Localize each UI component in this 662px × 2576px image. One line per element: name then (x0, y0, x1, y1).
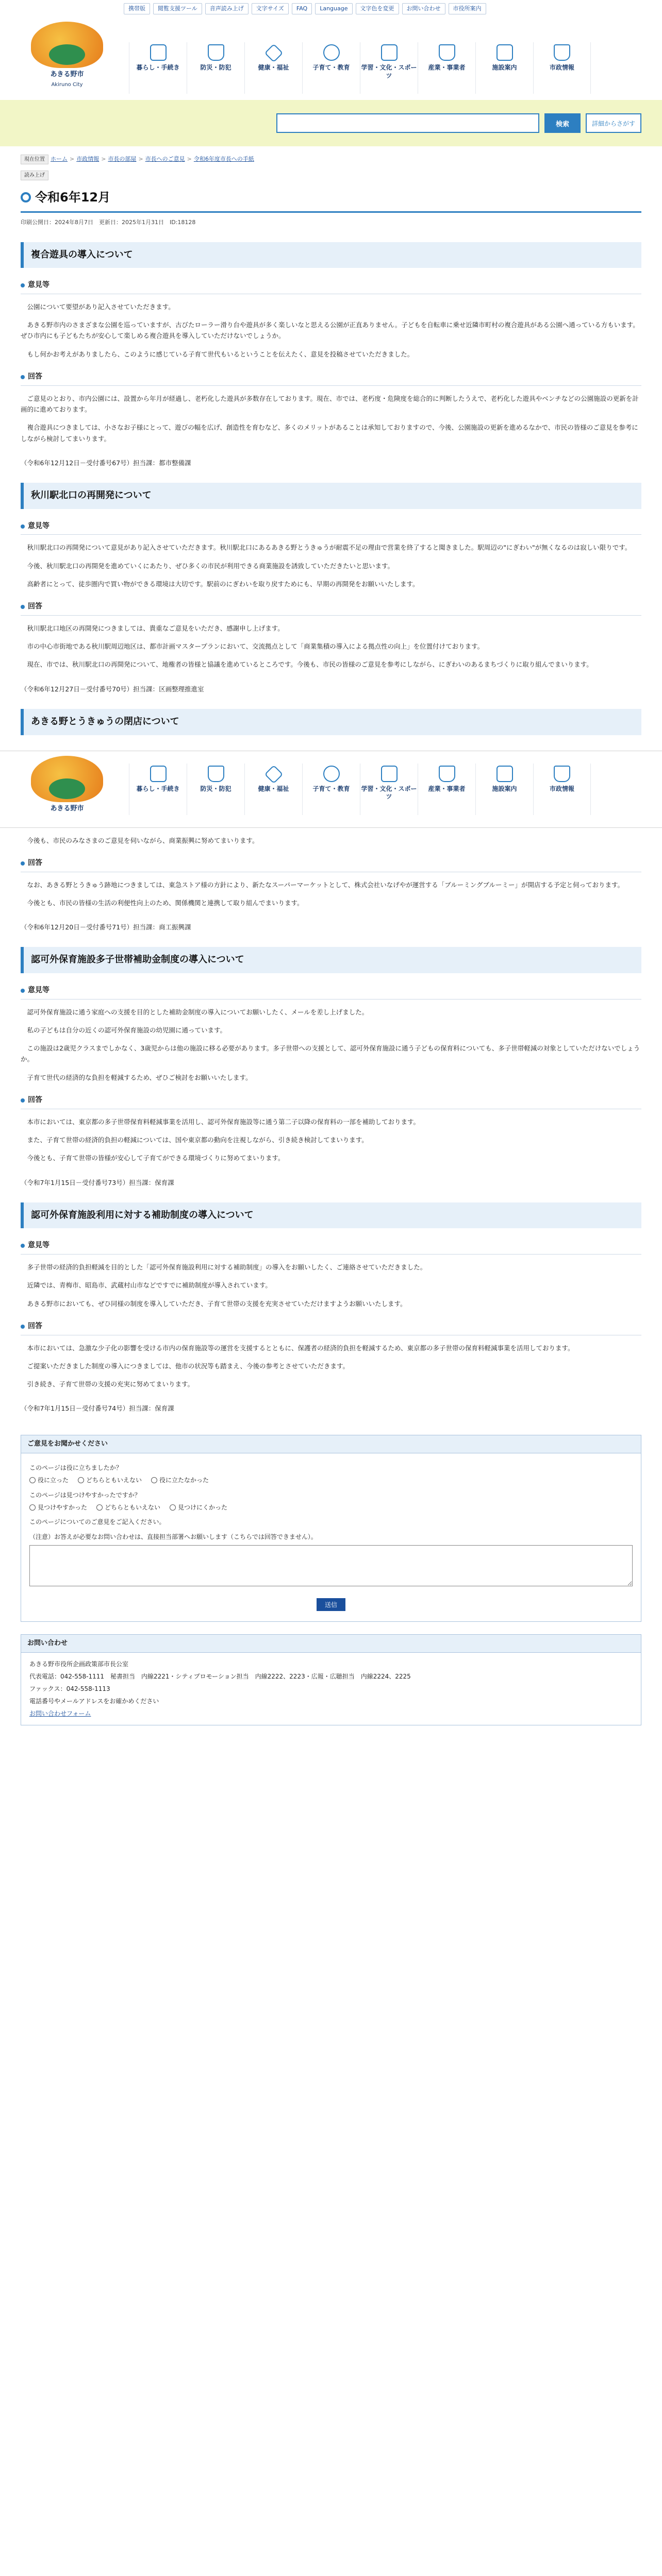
paragraph: 今後とも、市民の皆様の生活の利便性向上のため、関係機関と連携して取り組んでまいります。 (27, 899, 304, 907)
util-link-language[interactable]: Language (315, 3, 352, 15)
option-label: 役に立たなかった (159, 1477, 209, 1484)
logo-text: あきる野市 (50, 71, 84, 78)
paragraph: 今後も、市民のみなさまのご意見を伺いながら、商業振興に努めてまいります。 (27, 836, 259, 844)
gnav-item-living[interactable] (129, 42, 187, 94)
gnav-label: 健康・福祉 (258, 64, 289, 71)
paragraph: この施設は2歳児クラスまでしかなく、3歳児からは他の施設に移る必要があります。多子世帯への支援として、認可外保育施設に通う子どもの保育料についても、多子世帯軽減の対象としていただけないでしょうか。 (21, 1044, 640, 1063)
section-heading: 回答 (21, 1320, 641, 1335)
utility-bar (0, 0, 662, 18)
detailed-search-button[interactable]: 詳細からさがす (586, 113, 641, 133)
util-link-faq[interactable]: FAQ (292, 3, 312, 15)
paragraph: 公園について要望があり記入させていただきます。 (27, 302, 175, 311)
gnav-item-culture[interactable] (360, 764, 418, 815)
survey-body (21, 1453, 641, 1621)
survey-question: このページについてのご意見をご記入ください。 (29, 1518, 166, 1526)
breadcrumb-link[interactable]: ホーム (51, 156, 68, 163)
factory-icon (439, 766, 455, 782)
gnav-item-childcare[interactable] (302, 42, 360, 94)
factory-icon (439, 44, 455, 61)
survey-option[interactable] (170, 1502, 227, 1513)
contact-note: 電話番号やメールアドレスをお確かめください (29, 1697, 159, 1705)
title-bullet-icon (21, 192, 31, 202)
gnav-item-health[interactable] (244, 42, 302, 94)
contact-body (21, 1653, 641, 1725)
survey-comment-field[interactable] (29, 1545, 633, 1586)
breadcrumb: 現在位置 ホーム > 市政情報 > 市長の部屋 > 市長へのご意見 > 令和6年度市長への手紙 (0, 146, 662, 164)
heart-icon (264, 44, 283, 63)
article (21, 709, 641, 735)
building-icon (496, 766, 513, 782)
survey-submit-button[interactable]: 送信 (317, 1598, 345, 1611)
survey-option[interactable] (78, 1475, 142, 1485)
feedback-survey (21, 1435, 641, 1622)
option-label: 役に立った (38, 1477, 69, 1484)
shield-icon (208, 766, 224, 782)
city-mascot-icon (31, 756, 103, 802)
section-heading: 回答 (21, 601, 641, 616)
paragraph: 今後とも、子育て世帯の皆様が安心して子育てができる環境づくりに努めてまいります。 (27, 1154, 285, 1162)
util-link-color[interactable]: 文字色を変更 (356, 3, 399, 15)
global-nav (129, 42, 591, 94)
search-button[interactable]: 検索 (544, 113, 581, 133)
gnav-label: 市政情報 (549, 785, 574, 792)
survey-heading: ご意見をお聞かせください (21, 1435, 641, 1453)
contact-box (21, 1634, 641, 1725)
survey-option[interactable] (29, 1475, 69, 1485)
gnav-label: 施設案内 (492, 785, 517, 792)
paragraph: 高齢者にとって、徒歩圏内で買い物ができる環境は大切です。駅前のにぎわいを取り戻すためにも、早期の再開発をお願いいたします。 (27, 580, 419, 588)
site-logo[interactable] (15, 756, 119, 823)
contact-heading: お問い合わせ (21, 1635, 641, 1653)
paragraph: 現在、市では、秋川駅北口の再開発について、地権者の皆様と協議を進めているところです。今後も、市民の皆様のご意見を参考にしながら、にぎわいのあるまちづくりに取り組んでまいります。 (27, 660, 593, 669)
gnav-label: 産業・事業者 (428, 64, 466, 71)
signature: （令和6年12月27日－受付番号70号）担当課：区画整理推進室 (21, 685, 204, 693)
paragraph: あきる野市においても、ぜひ同様の制度を導入していただき、子育て世帯の支援を充実させていただけますようお願いいたします。 (27, 1299, 407, 1308)
article-title: 認可外保育施設多子世帯補助金制度の導入について (21, 947, 641, 973)
article (21, 947, 641, 1188)
survey-question: このページは見つけやすかったですか？ (29, 1491, 141, 1499)
paragraph: 秋川駅北口地区の再開発につきましては、貴重なご意見をいただき、感謝申し上げます。 (27, 624, 284, 632)
radio-icon[interactable] (96, 1504, 103, 1511)
paragraph: あきる野市内のさまざまな公園を巡っていますが、古びたローラー滑り台や遊具が多く楽しいなと思える公園が正直ありません。子どもを自転車に乗せ近隣市町村の複合遊具がある公園へ通っている方もいます。ぜひ市内にも子どもたちが安心して楽しめる複合遊具を導入していただけないでしょうか。 (21, 321, 639, 340)
paragraph: 認可外保育施設に通う家庭への支援を目的とした補助金制度の導入についてお願いしたく、メールを差し上げました。 (27, 1008, 369, 1016)
signature: （令和7年1月15日－受付番号73号）担当課：保育課 (21, 1178, 174, 1187)
gnav-label: 子育て・教育 (312, 785, 350, 792)
gnav-item-safety[interactable] (187, 42, 244, 94)
gnav-label: 学習・文化・スポーツ (361, 785, 417, 801)
gnav-label: 学習・文化・スポーツ (361, 64, 417, 79)
radio-icon[interactable] (29, 1504, 36, 1511)
radio-icon[interactable] (78, 1477, 84, 1483)
section-heading: 意見等 (21, 1240, 641, 1255)
gnav-item-culture[interactable] (360, 42, 418, 94)
gnav-item-industry[interactable] (418, 764, 475, 815)
heart-icon (264, 765, 283, 784)
gnav-label: 市政情報 (549, 64, 574, 71)
book-icon (381, 44, 398, 61)
article-title: あきる野とうきゅうの閉店について (21, 709, 641, 735)
share-row (0, 164, 662, 181)
survey-option[interactable] (151, 1475, 209, 1485)
paragraph: もし何かお考えがありましたら、このように感じている子育て世代もいるということを伝えたく、意見を投稿させていただきました。 (27, 350, 414, 358)
signature: （令和7年1月15日－受付番号74号）担当課：保育課 (21, 1404, 174, 1413)
gnav-label: 暮らし・手続き (136, 785, 180, 792)
gnav-label: 防災・防犯 (200, 785, 231, 792)
article-title: 秋川駅北口の再開発について (21, 483, 641, 509)
article (21, 483, 641, 694)
city-hall-icon (554, 766, 570, 782)
logo-text: あきる野市 (50, 804, 84, 812)
building-icon (496, 44, 513, 61)
breadcrumb-link[interactable]: 市長へのご意見 (145, 156, 185, 163)
survey-options (29, 1502, 633, 1513)
gnav-item-living[interactable] (129, 764, 187, 815)
util-link-office[interactable]: 市役所案内 (449, 3, 486, 15)
survey-option[interactable] (29, 1502, 87, 1513)
contact-dept: あきる野市役所企画政策部市長公室 (29, 1660, 129, 1668)
gnav-label: 防災・防犯 (200, 64, 231, 71)
paragraph: 本市においては、東京都の多子世帯保育料軽減事業を活用し、認可外保育施設等に通う第二子以降の保育料の一部を補助しております。 (27, 1117, 420, 1126)
gnav-label: 施設案内 (492, 64, 517, 71)
search-band (0, 100, 662, 146)
breadcrumb-link[interactable]: 市政情報 (76, 156, 100, 163)
breadcrumb-link[interactable]: 市長の部屋 (108, 156, 137, 163)
article (21, 1202, 641, 1414)
paragraph: 複合遊具につきましては、小さなお子様にとって、遊びの幅を広げ、創造性を育むなど、多くのメリットがあることは承知しておりますので、今後、公園施設の更新を進めるなかで、市民の皆様のご意見を参考にしながら検討してまいります。 (21, 423, 638, 443)
paragraph: また、子育て世帯の経済的負担の軽減については、国や東京都の動向を注視しながら、引き続き検討してまいります。 (27, 1136, 368, 1144)
article (21, 242, 641, 468)
option-label: どちらともいえない (105, 1503, 161, 1511)
contact-fax: ファックス：042-558-1113 (29, 1685, 110, 1692)
paragraph: ご提案いただきました制度の導入につきましては、他市の状況等も踏まえ、今後の参考とさせていただきます。 (27, 1362, 350, 1370)
breadcrumb-label: 現在位置 (21, 155, 48, 164)
sticky-header (0, 751, 662, 828)
gnav-label: 健康・福祉 (258, 785, 289, 792)
util-link-mobile[interactable]: 携帯版 (124, 3, 150, 15)
section-heading: 意見等 (21, 985, 641, 999)
section-heading: 回答 (21, 371, 641, 386)
gnav-item-health[interactable] (244, 764, 302, 815)
radio-icon[interactable] (151, 1477, 157, 1483)
page-title: 令和6年12月 (35, 190, 111, 205)
house-icon (150, 766, 167, 782)
book-icon (381, 766, 398, 782)
radio-icon[interactable] (170, 1504, 176, 1511)
paragraph: なお、あきる野とうきゅう跡地につきましては、東急ストア様の方針により、新たなスーパーマーケットとして、株式会社いなげやが運営する「ブルーミングブルーミー」が開店する予定と伺っております。 (27, 880, 624, 889)
gnav-item-city-info[interactable] (533, 42, 591, 94)
child-icon (323, 44, 340, 61)
city-mascot-icon (31, 22, 103, 68)
breadcrumb-link[interactable]: 令和6年度市長への手紙 (193, 156, 254, 163)
section-heading: 回答 (21, 1094, 641, 1109)
gnav-item-facilities[interactable] (475, 764, 533, 815)
signature: （令和6年12月12日－受付番号67号）担当課：都市整備課 (21, 459, 191, 467)
gnav-label: 暮らし・手続き (136, 64, 180, 71)
util-link-accessibility[interactable]: 閲覧支援ツール (153, 3, 202, 15)
survey-note: （注意）お答えが必要なお問い合わせは、直接担当部署へお願いします（こちらでは回答できません）。 (29, 1533, 317, 1540)
gnav-item-childcare[interactable] (302, 764, 360, 815)
util-link-font-size[interactable]: 文字サイズ (252, 3, 289, 15)
section-heading: 回答 (21, 857, 641, 872)
global-nav (129, 764, 591, 815)
paragraph: 近隣では、青梅市、昭島市、武蔵村山市などですでに補助制度が導入されています。 (27, 1281, 272, 1290)
radio-icon[interactable] (29, 1477, 36, 1483)
site-logo[interactable] (15, 22, 119, 99)
section-heading: 意見等 (21, 279, 641, 294)
gnav-item-facilities[interactable] (475, 42, 533, 94)
paragraph: 本市においては、急激な少子化の影響を受ける市内の保育施設等の運営を支援するとともに、保護者の経済的負担を軽減するため、東京都の多子世帯の保育料軽減事業を活用しております。 (27, 1344, 574, 1352)
gnav-label: 産業・事業者 (428, 785, 466, 792)
contact-form-link[interactable]: お問い合わせフォーム (29, 1709, 91, 1717)
city-hall-icon (554, 44, 570, 61)
paragraph: 引き続き、子育て世帯の支援の充実に努めてまいります。 (27, 1380, 194, 1388)
site-header (0, 18, 662, 100)
paragraph: 秋川駅北口の再開発について意見があり記入させていただきます。秋川駅北口にあるあきる野とうきゅうが耐震不足の理由で営業を終了すると聞きました。駅周辺の"にぎわい"が無くなるのは寂しい限りです。 (27, 544, 632, 552)
survey-question: このページは役に立ちましたか？ (29, 1464, 122, 1471)
page-meta: 印刷公開日：2024年8月7日 更新日：2025年1月31日 ID:18128 (21, 218, 196, 226)
read-aloud-button[interactable]: 読み上げ (21, 171, 48, 180)
survey-option[interactable] (96, 1502, 160, 1513)
article-title: 複合遊具の導入について (21, 242, 641, 268)
paragraph: 私の子どもは自分の近くの認可外保育施設の幼児園に通っています。 (27, 1026, 227, 1034)
paragraph: 今後、秋川駅北口の再開発を進めていくにあたり、ぜひ多くの市民が利用できる商業施設を誘致していただきたいと思います。 (27, 562, 394, 570)
logo-subtext: Akiruno City (51, 82, 83, 88)
article (21, 835, 641, 933)
gnav-item-city-info[interactable] (533, 764, 591, 815)
paragraph: 多子世帯の経済的負担軽減を目的とした「認可外保育施設利用に対する補助制度」の導入をお願いしたく、ご連絡させていただきました。 (27, 1263, 427, 1272)
child-icon (323, 766, 340, 782)
paragraph: 市の中心市街地である秋川駅周辺地区は、都市計画マスタープランにおいて、交流拠点として「商業集積の導入による拠点性の向上」を位置付けております。 (27, 642, 484, 651)
util-link-contact[interactable]: お問い合わせ (402, 3, 445, 15)
contact-phone: 代表電話：042-558-1111 秘書担当 内線2221・シティプロモーション担当 内線2222、2223・広報・広聴担当 内線2224、2225 (29, 1672, 411, 1680)
page-title-bar (21, 187, 641, 213)
option-label: 見つけやすかった (38, 1503, 88, 1511)
house-icon (150, 44, 167, 61)
gnav-item-industry[interactable] (418, 42, 475, 94)
section-heading: 意見等 (21, 520, 641, 535)
util-link-read-aloud[interactable]: 音声読み上げ (205, 3, 249, 15)
signature: （令和6年12月20日－受付番号71号）担当課：商工振興課 (21, 923, 191, 931)
paragraph: ご意見のとおり、市内公園には、設置から年月が経過し、老朽化した遊具が多数存在しております。現在、市では、老朽度・危険度を総合的に判断したうえで、老朽化した遊具やベンチなどの公園施設の更新を計画的に進めております。 (21, 394, 639, 414)
survey-options (29, 1475, 633, 1485)
option-label: どちらともいえない (86, 1477, 142, 1484)
option-label: 見つけにくかった (178, 1503, 228, 1511)
gnav-item-safety[interactable] (187, 764, 244, 815)
paragraph: 子育て世代の経済的な負担を軽減するため、ぜひご検討をお願いいたします。 (27, 1073, 252, 1081)
gnav-label: 子育て・教育 (312, 64, 350, 71)
shield-icon (208, 44, 224, 61)
article-title: 認可外保育施設利用に対する補助制度の導入について (21, 1202, 641, 1229)
search-input[interactable] (276, 113, 539, 133)
